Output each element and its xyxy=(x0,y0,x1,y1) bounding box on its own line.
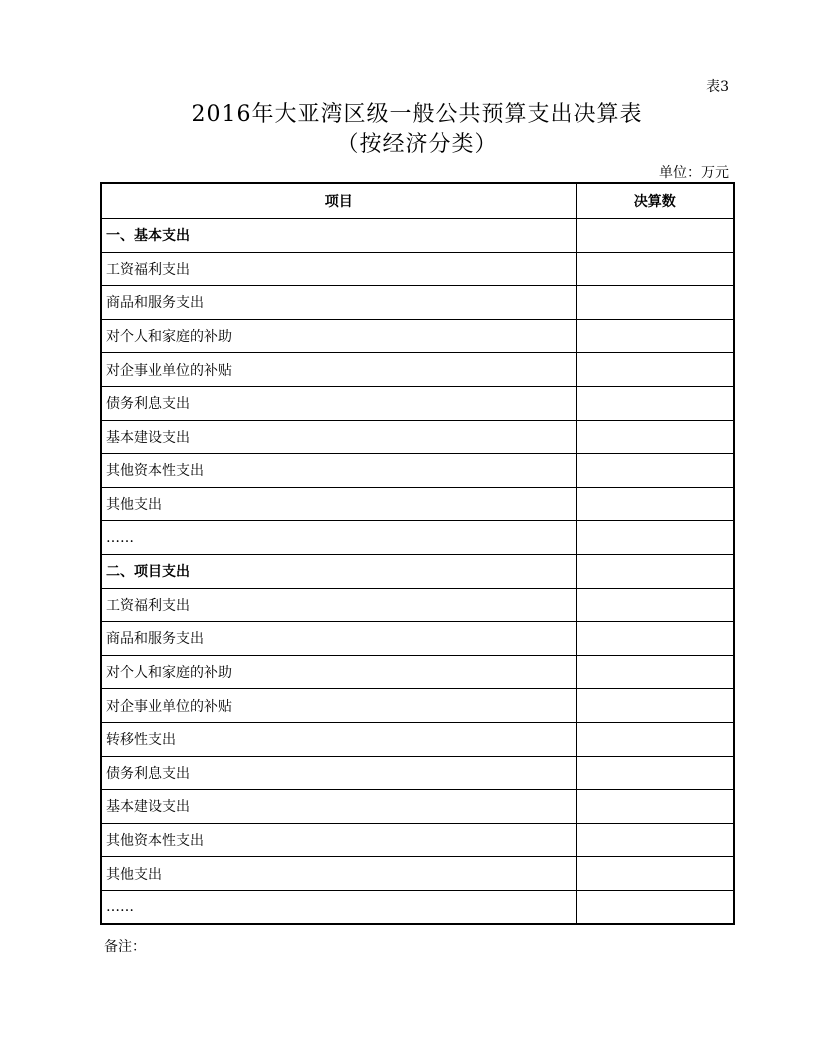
amount-cell xyxy=(576,420,734,454)
budget-table xyxy=(100,182,735,925)
amount-cell xyxy=(576,554,734,588)
table-number: 表3 xyxy=(706,79,729,95)
amount-cell xyxy=(576,756,734,790)
table-row xyxy=(101,655,734,689)
table-row xyxy=(101,756,734,790)
page-title: 2016年大亚湾区级一般公共预算支出决算表 xyxy=(191,102,643,127)
item-cell: …… xyxy=(101,890,576,924)
item-cell: 其他资本性支出 xyxy=(101,823,576,857)
amount-cell xyxy=(576,386,734,420)
table-row xyxy=(101,252,734,286)
column-header-item: 项目 xyxy=(101,183,576,219)
amount-cell xyxy=(576,219,734,253)
item-cell: 债务利息支出 xyxy=(101,386,576,420)
item-cell: 工资福利支出 xyxy=(101,588,576,622)
unit-label: 单位：万元 xyxy=(659,165,729,181)
amount-cell xyxy=(576,319,734,353)
amount-cell xyxy=(576,252,734,286)
item-cell: 工资福利支出 xyxy=(101,252,576,286)
table-row xyxy=(101,521,734,555)
amount-cell xyxy=(576,890,734,924)
table-row xyxy=(101,319,734,353)
section-heading-cell: 二、项目支出 xyxy=(101,554,576,588)
table-section-row xyxy=(101,554,734,588)
table-row xyxy=(101,722,734,756)
amount-cell xyxy=(576,487,734,521)
table-row xyxy=(101,588,734,622)
table-row xyxy=(101,857,734,891)
column-header-amount: 决算数 xyxy=(576,183,734,219)
table-row xyxy=(101,286,734,320)
table-row xyxy=(101,454,734,488)
table-row xyxy=(101,890,734,924)
item-cell: 商品和服务支出 xyxy=(101,622,576,656)
amount-cell xyxy=(576,655,734,689)
table-row xyxy=(101,790,734,824)
table-header-row xyxy=(101,183,734,219)
table-row xyxy=(101,420,734,454)
amount-cell xyxy=(576,857,734,891)
amount-cell xyxy=(576,521,734,555)
item-cell: …… xyxy=(101,521,576,555)
section-heading-cell: 一、基本支出 xyxy=(101,219,576,253)
item-cell: 债务利息支出 xyxy=(101,756,576,790)
item-cell: 其他资本性支出 xyxy=(101,454,576,488)
amount-cell xyxy=(576,588,734,622)
item-cell: 对个人和家庭的补助 xyxy=(101,319,576,353)
amount-cell xyxy=(576,790,734,824)
amount-cell xyxy=(576,823,734,857)
table-body xyxy=(101,219,734,925)
amount-cell xyxy=(576,722,734,756)
table-row xyxy=(101,689,734,723)
amount-cell xyxy=(576,622,734,656)
item-cell: 对企事业单位的补贴 xyxy=(101,689,576,723)
amount-cell xyxy=(576,353,734,387)
table-row xyxy=(101,386,734,420)
item-cell: 商品和服务支出 xyxy=(101,286,576,320)
table-row xyxy=(101,353,734,387)
amount-cell xyxy=(576,286,734,320)
item-cell: 基本建设支出 xyxy=(101,420,576,454)
item-cell: 其他支出 xyxy=(101,487,576,521)
table-section-row xyxy=(101,219,734,253)
amount-cell xyxy=(576,689,734,723)
table-row xyxy=(101,487,734,521)
item-cell: 其他支出 xyxy=(101,857,576,891)
item-cell: 基本建设支出 xyxy=(101,790,576,824)
item-cell: 对企事业单位的补贴 xyxy=(101,353,576,387)
page-subtitle: （按经济分类） xyxy=(336,132,498,157)
table-row xyxy=(101,622,734,656)
table-row xyxy=(101,823,734,857)
item-cell: 对个人和家庭的补助 xyxy=(101,655,576,689)
item-cell: 转移性支出 xyxy=(101,722,576,756)
amount-cell xyxy=(576,454,734,488)
remark-label: 备注： xyxy=(104,939,146,955)
